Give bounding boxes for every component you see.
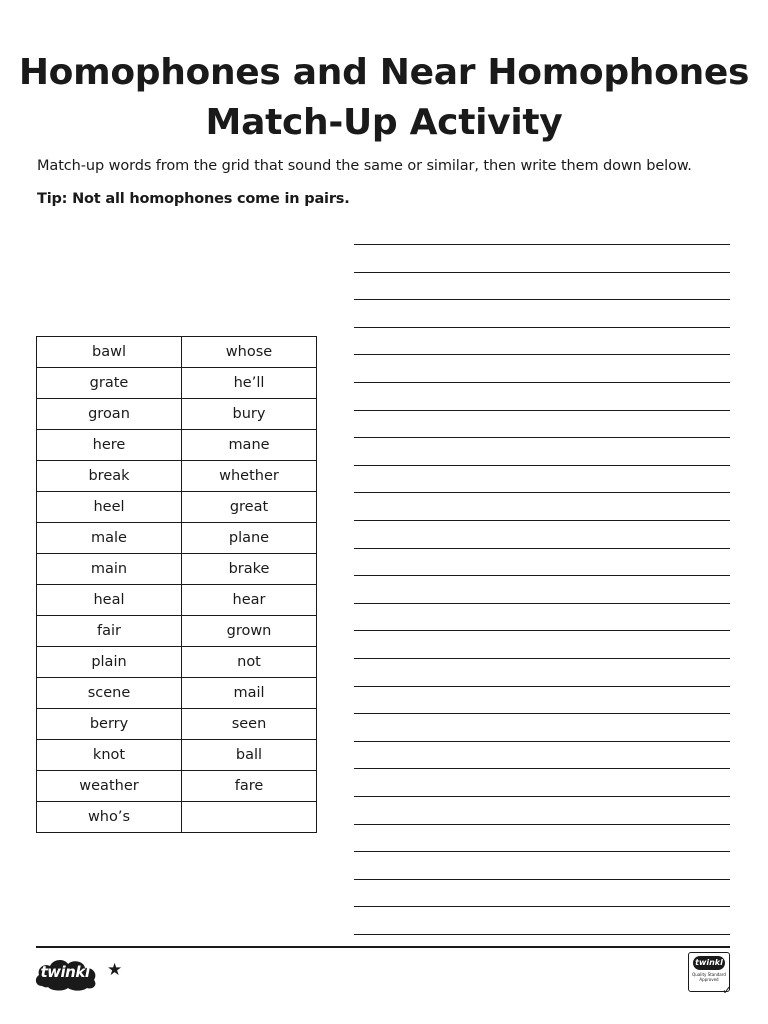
grid-row [37,492,317,523]
writing-line[interactable] [354,658,730,659]
grid-cell: heel [37,492,182,523]
grid-cell: knot [37,740,182,771]
writing-line[interactable] [354,768,730,769]
footer-divider [36,946,730,948]
writing-line[interactable] [354,713,730,714]
writing-line[interactable] [354,548,730,549]
grid-cell: mane [182,430,317,461]
writing-line[interactable] [354,382,730,383]
grid-cell: plane [182,523,317,554]
grid-cell: groan [37,399,182,430]
badge-text-line-2: Approved [699,977,719,982]
grid-row [37,461,317,492]
grid-cell: here [37,430,182,461]
grid-row [37,368,317,399]
writing-line[interactable] [354,824,730,825]
grid-cell: plain [37,647,182,678]
badge-logo: twinkl [693,956,725,970]
writing-line[interactable] [354,272,730,273]
check-icon: ✓ [721,983,732,997]
grid-cell: grown [182,616,317,647]
twinkl-logo [34,956,100,992]
badge-text [689,972,729,982]
grid-cell: bawl [37,337,182,368]
grid-cell: fare [182,771,317,802]
instructions: Match-up words from the grid that sound the same or similar, then write them down below. [37,158,692,174]
writing-line[interactable] [354,879,730,880]
writing-line[interactable] [354,410,730,411]
grid-cell: grate [37,368,182,399]
grid-row [37,771,317,802]
grid-row [37,523,317,554]
grid-cell: not [182,647,317,678]
grid-cell: bury [182,399,317,430]
writing-line[interactable] [354,575,730,576]
writing-line[interactable] [354,354,730,355]
grid-cell: berry [37,709,182,740]
grid-cell: seen [182,709,317,740]
grid-cell: ball [182,740,317,771]
tip-text: Tip: Not all homophones come in pairs. [37,191,350,207]
grid-cell: brake [182,554,317,585]
grid-cell: whether [182,461,317,492]
writing-line[interactable] [354,603,730,604]
grid-row [37,337,317,368]
writing-line[interactable] [354,244,730,245]
grid-cell: weather [37,771,182,802]
grid-row [37,709,317,740]
grid-row [37,616,317,647]
grid-cell [182,802,317,833]
writing-line[interactable] [354,741,730,742]
grid-cell: who’s [37,802,182,833]
grid-cell: break [37,461,182,492]
grid-row [37,678,317,709]
grid-cell: he’ll [182,368,317,399]
writing-line[interactable] [354,327,730,328]
writing-line[interactable] [354,299,730,300]
grid-row [37,399,317,430]
grid-cell: fair [37,616,182,647]
page-title-line-2: Match-Up Activity [205,102,563,143]
grid-cell: heal [37,585,182,616]
grid-cell: mail [182,678,317,709]
grid-cell: great [182,492,317,523]
grid-row [37,430,317,461]
grid-cell: hear [182,585,317,616]
writing-line[interactable] [354,851,730,852]
grid-cell: whose [182,337,317,368]
writing-line[interactable] [354,630,730,631]
quality-badge [688,952,732,997]
grid-row [37,585,317,616]
writing-line[interactable] [354,465,730,466]
grid-row [37,802,317,833]
writing-line[interactable] [354,437,730,438]
writing-line[interactable] [354,520,730,521]
grid-row [37,647,317,678]
writing-line[interactable] [354,934,730,935]
logo-text: twinkl [40,963,90,981]
grid-cell: scene [37,678,182,709]
word-grid [36,336,317,833]
star-icon: ★ [107,960,123,980]
writing-line[interactable] [354,906,730,907]
writing-line[interactable] [354,686,730,687]
writing-line[interactable] [354,492,730,493]
grid-row [37,740,317,771]
badge-text-line-1: Quality Standard [692,972,726,977]
page-title-line-1: Homophones and Near Homophones [18,52,750,93]
grid-row [37,554,317,585]
grid-cell: main [37,554,182,585]
writing-line[interactable] [354,796,730,797]
grid-cell: male [37,523,182,554]
